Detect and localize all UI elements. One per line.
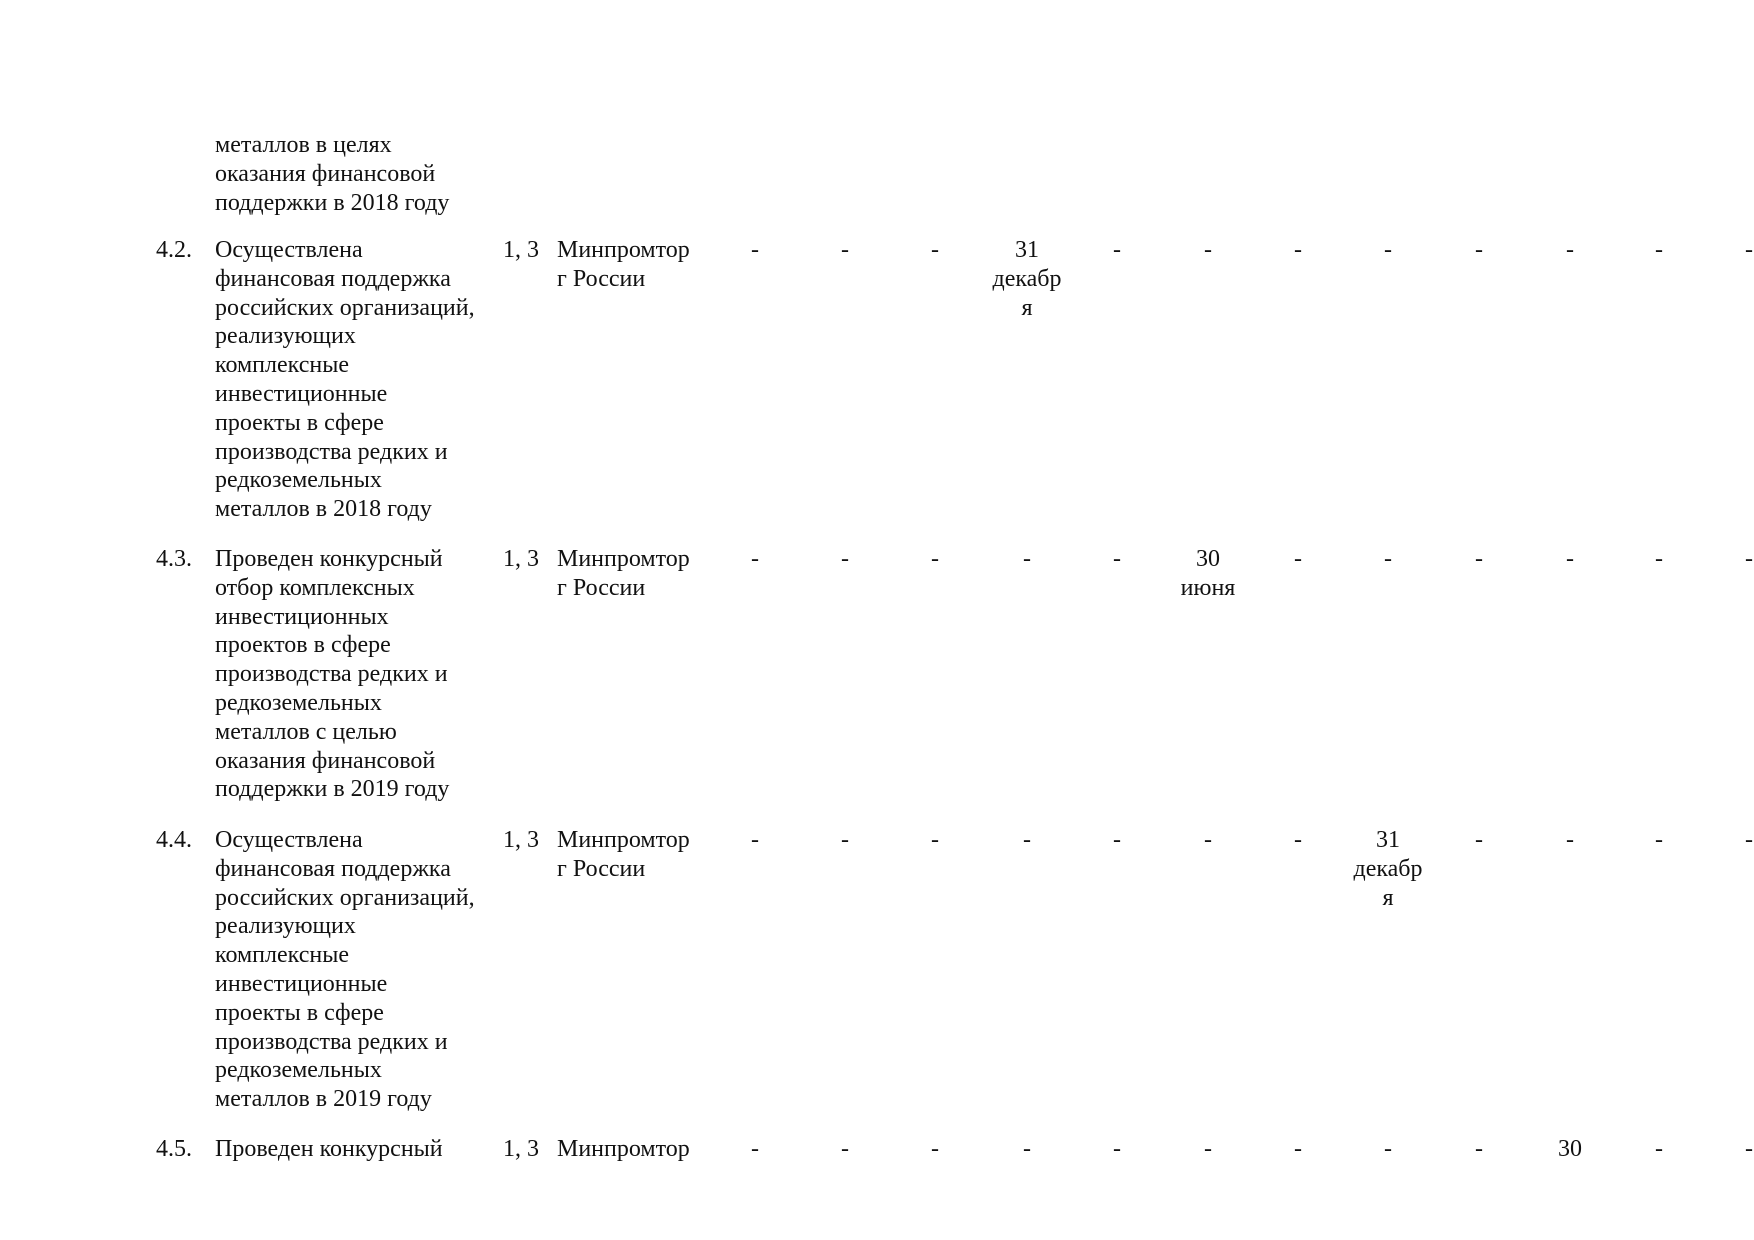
- period-cell: -: [1655, 237, 1663, 263]
- period-cell: -: [751, 237, 759, 263]
- period-cell: -: [1384, 1136, 1392, 1162]
- row-description: Проведен конкурсный: [215, 1136, 443, 1162]
- row-responsible: Минпромтор г России: [557, 237, 690, 292]
- period-cell: -: [1023, 827, 1031, 853]
- period-cell: -: [1745, 546, 1753, 572]
- period-cell: -: [1204, 1136, 1212, 1162]
- period-cell: -: [931, 1136, 939, 1162]
- row-number: 4.2.: [156, 237, 192, 263]
- row-number: 4.5.: [156, 1136, 192, 1162]
- period-cell: -: [1384, 546, 1392, 572]
- period-cell: -: [931, 827, 939, 853]
- row-description: металлов в целях оказания финансовой поддержки в 2018 году: [215, 132, 450, 216]
- period-cell: -: [1113, 1136, 1121, 1162]
- period-cell: -: [1023, 546, 1031, 572]
- period-cell-date: 30: [1558, 1136, 1582, 1162]
- row-number: 4.3.: [156, 546, 192, 572]
- period-cell: -: [1566, 237, 1574, 263]
- period-cell: -: [751, 827, 759, 853]
- row-reference: 1, 3: [503, 827, 539, 853]
- period-cell: -: [1294, 827, 1302, 853]
- period-cell: -: [1294, 546, 1302, 572]
- period-cell: -: [1745, 237, 1753, 263]
- period-cell: -: [1566, 827, 1574, 853]
- period-cell-date: 31 декабр я: [1353, 827, 1423, 911]
- period-cell: -: [1475, 1136, 1483, 1162]
- period-cell: -: [931, 546, 939, 572]
- period-cell: -: [1294, 237, 1302, 263]
- period-cell: -: [931, 237, 939, 263]
- row-responsible: Минпромтор г России: [557, 546, 690, 601]
- period-cell: -: [1475, 237, 1483, 263]
- period-cell: -: [1655, 827, 1663, 853]
- period-cell: -: [1113, 546, 1121, 572]
- row-reference: 1, 3: [503, 237, 539, 263]
- period-cell-date: 30 июня: [1180, 546, 1236, 601]
- period-cell: -: [751, 1136, 759, 1162]
- row-description: Осуществлена финансовая поддержка российских организаций, реализующих комплексные инвестиционные проекты в сфере производства редких и редкоземельных металлов в 2018 году: [215, 237, 475, 523]
- period-cell: -: [1745, 827, 1753, 853]
- period-cell: -: [1475, 827, 1483, 853]
- period-cell-date: 31 декабр я: [992, 237, 1062, 321]
- row-responsible: Минпромтор: [557, 1136, 690, 1162]
- row-responsible: Минпромтор г России: [557, 827, 690, 882]
- period-cell: -: [1655, 546, 1663, 572]
- row-reference: 1, 3: [503, 546, 539, 572]
- period-cell: -: [1475, 546, 1483, 572]
- period-cell: -: [841, 237, 849, 263]
- period-cell: -: [1384, 237, 1392, 263]
- period-cell: -: [1023, 1136, 1031, 1162]
- row-description: Осуществлена финансовая поддержка российских организаций, реализующих комплексные инвестиционные проекты в сфере производства редких и редкоземельных металлов в 2019 году: [215, 827, 475, 1113]
- period-cell: -: [841, 827, 849, 853]
- period-cell: -: [1566, 546, 1574, 572]
- period-cell: -: [1204, 237, 1212, 263]
- row-reference: 1, 3: [503, 1136, 539, 1162]
- period-cell: -: [1655, 1136, 1663, 1162]
- period-cell: -: [1745, 1136, 1753, 1162]
- period-cell: -: [841, 1136, 849, 1162]
- period-cell: -: [841, 546, 849, 572]
- row-number: 4.4.: [156, 827, 192, 853]
- period-cell: -: [1113, 827, 1121, 853]
- period-cell: -: [1294, 1136, 1302, 1162]
- period-cell: -: [751, 546, 759, 572]
- row-description: Проведен конкурсный отбор комплексных инвестиционных проектов в сфере производства редких и редкоземельных металлов с целью оказания финансовой поддержки в 2019 году: [215, 546, 450, 803]
- period-cell: -: [1113, 237, 1121, 263]
- period-cell: -: [1204, 827, 1212, 853]
